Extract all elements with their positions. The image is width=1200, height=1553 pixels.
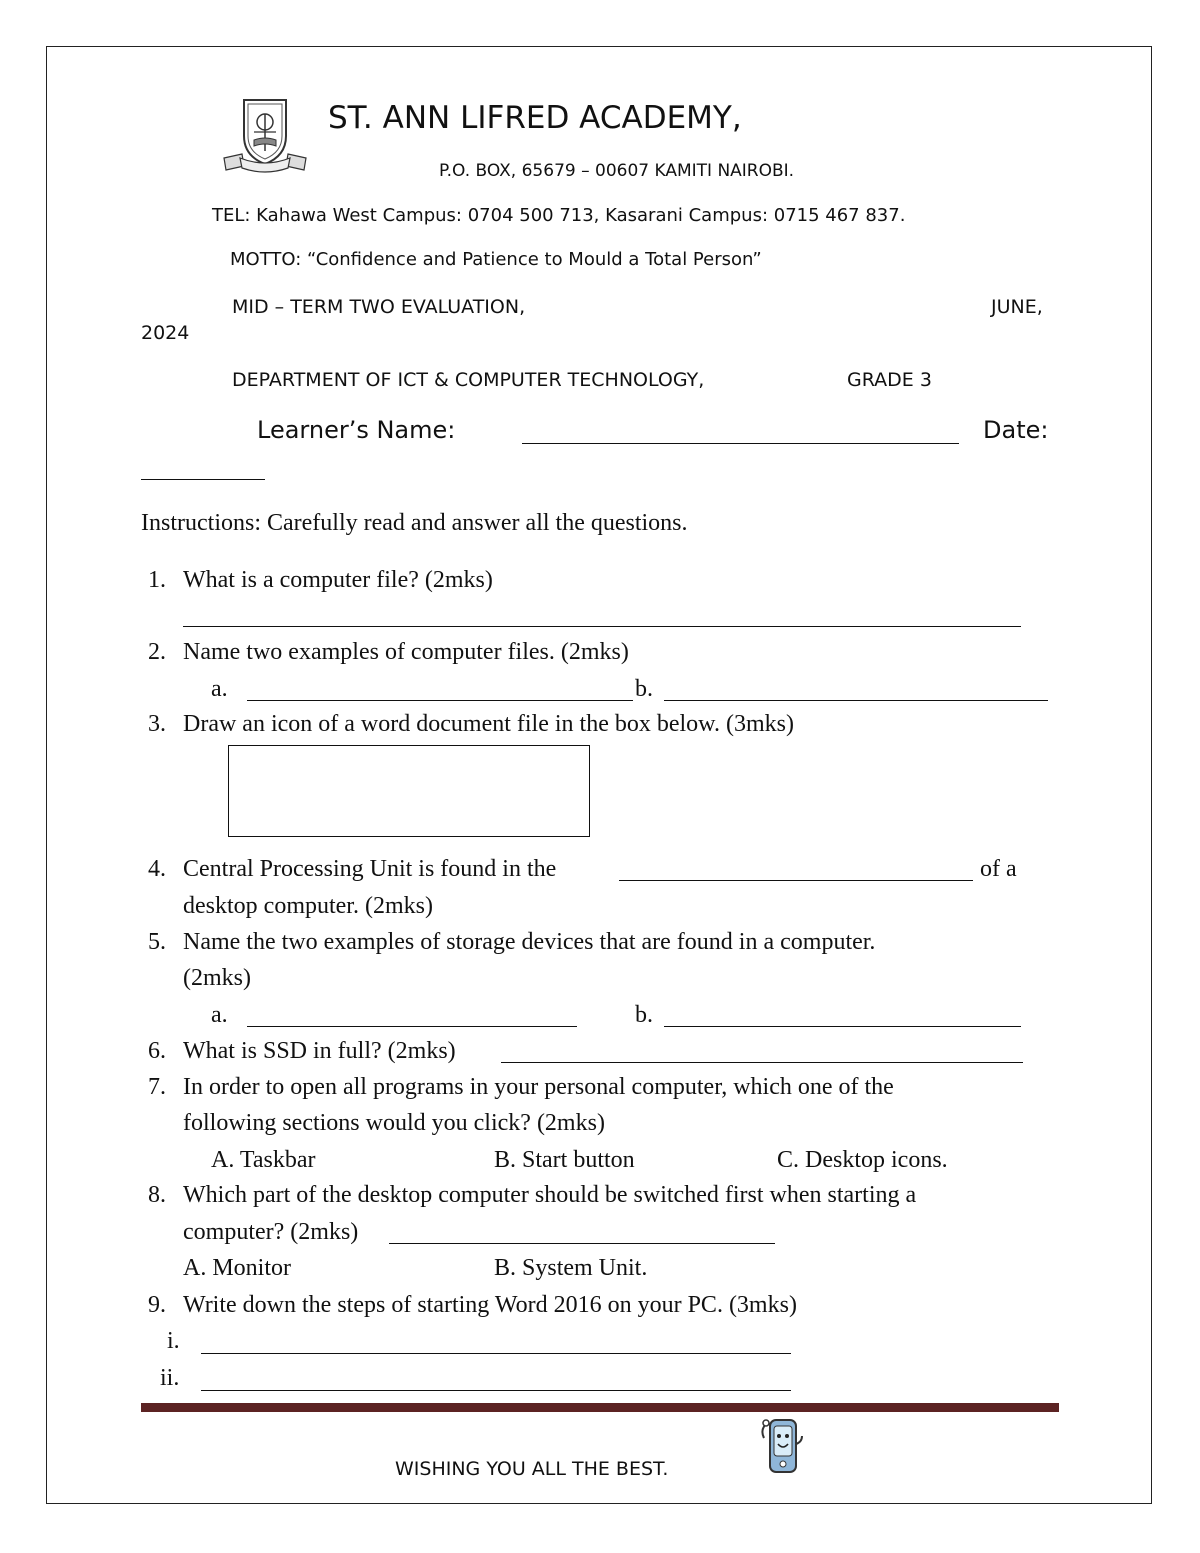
date-field[interactable]: [141, 479, 265, 480]
question-8-option-a[interactable]: A. Monitor: [183, 1255, 291, 1281]
question-4-text-continued: desktop computer. (2mks): [183, 893, 433, 919]
question-8-option-b[interactable]: B. System Unit.: [494, 1255, 648, 1281]
instructions: Instructions: Carefully read and answer all the questions.: [141, 510, 688, 536]
question-6-text: What is SSD in full? (2mks): [183, 1038, 456, 1064]
question-8-text: Which part of the desktop computer should be switched first when starting a: [183, 1182, 917, 1208]
question-6-answer-line[interactable]: [501, 1062, 1023, 1063]
question-number: 9.: [148, 1292, 166, 1318]
question-1-text: What is a computer file? (2mks): [183, 567, 493, 593]
question-number: 1.: [148, 567, 166, 593]
question-4-text-start: Central Processing Unit is found in the: [183, 856, 557, 882]
footer-divider: [141, 1403, 1059, 1412]
option-label: a.: [211, 1002, 228, 1028]
question-2a-answer-line[interactable]: [247, 700, 633, 701]
question-5a-answer-line[interactable]: [247, 1026, 577, 1027]
learner-name-field[interactable]: [522, 443, 959, 444]
exam-year: 2024: [141, 322, 190, 344]
question-2-text: Name two examples of computer files. (2mks): [183, 639, 629, 665]
exam-month: JUNE,: [991, 296, 1043, 318]
question-3-drawing-box[interactable]: [228, 745, 590, 837]
question-4-text-end: of a: [980, 856, 1017, 882]
question-number: 5.: [148, 929, 166, 955]
question-2b-answer-line[interactable]: [664, 700, 1048, 701]
option-label: b.: [635, 676, 653, 702]
question-number: 7.: [148, 1074, 166, 1100]
question-7-option-a[interactable]: A. Taskbar: [211, 1147, 316, 1173]
step-label: ii.: [160, 1365, 180, 1391]
question-7-text: In order to open all programs in your personal computer, which one of the: [183, 1074, 894, 1100]
school-name: ST. ANN LIFRED ACADEMY,: [328, 100, 742, 136]
question-3-text: Draw an icon of a word document file in the box below. (3mks): [183, 711, 794, 737]
date-label: Date:: [983, 416, 1049, 444]
question-7-option-b[interactable]: B. Start button: [494, 1147, 635, 1173]
question-number: 6.: [148, 1038, 166, 1064]
option-label: b.: [635, 1002, 653, 1028]
question-8-answer-line[interactable]: [389, 1243, 775, 1244]
question-5-marks: (2mks): [183, 965, 251, 991]
question-8-text-continued: computer? (2mks): [183, 1219, 359, 1245]
grade-label: GRADE 3: [847, 369, 932, 391]
learner-name-label: Learner’s Name:: [257, 416, 456, 444]
footer-message: WISHING YOU ALL THE BEST.: [395, 1458, 669, 1480]
question-number: 8.: [148, 1182, 166, 1208]
question-5b-answer-line[interactable]: [664, 1026, 1021, 1027]
school-address: P.O. BOX, 65679 – 00607 KAMITI NAIROBI.: [439, 161, 795, 181]
department-name: DEPARTMENT OF ICT & COMPUTER TECHNOLOGY,: [232, 369, 705, 391]
question-number: 4.: [148, 856, 166, 882]
question-9-step-2-line[interactable]: [201, 1390, 791, 1391]
school-crest-icon: [222, 96, 308, 176]
exam-title: MID – TERM TWO EVALUATION,: [232, 296, 526, 318]
question-5-text: Name the two examples of storage devices that are found in a computer.: [183, 929, 876, 955]
question-number: 3.: [148, 711, 166, 737]
school-telephone: TEL: Kahawa West Campus: 0704 500 713, Kasarani Campus: 0715 467 837.: [212, 205, 906, 226]
school-motto: MOTTO: “Confidence and Patience to Mould a Total Person”: [230, 249, 762, 270]
step-label: i.: [167, 1328, 180, 1354]
question-number: 2.: [148, 639, 166, 665]
smiling-phone-icon: [758, 1414, 806, 1478]
question-4-answer-line[interactable]: [619, 880, 973, 881]
question-1-answer-line[interactable]: [183, 626, 1021, 627]
question-9-step-1-line[interactable]: [201, 1353, 791, 1354]
question-7-option-c[interactable]: C. Desktop icons.: [777, 1147, 948, 1173]
question-9-text: Write down the steps of starting Word 2016 on your PC. (3mks): [183, 1292, 797, 1318]
option-label: a.: [211, 676, 228, 702]
question-7-text-continued: following sections would you click? (2mks): [183, 1110, 605, 1136]
